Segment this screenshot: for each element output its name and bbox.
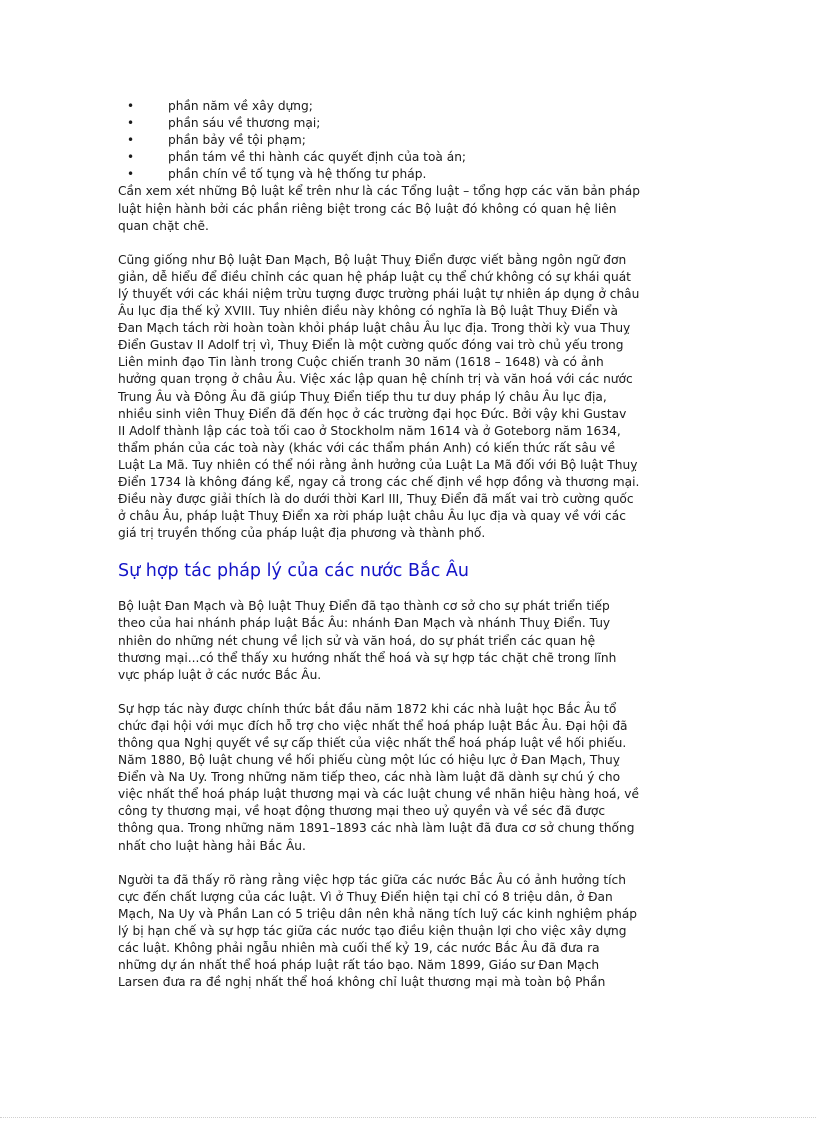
- text-line: II Adolf thành lập các toà tối cao ở Stockholm năm 1614 và ở Goteborg năm 1634,: [118, 423, 621, 438]
- bullet-icon: •: [127, 167, 135, 182]
- text-line: Liên minh đạo Tin lành trong Cuộc chiến tranh 30 năm (1618 – 1648) và có ảnh: [118, 355, 604, 370]
- text-line: Điều này được giải thích là do dưới thời Karl III, Thuỵ Điển đã mất vai trò cường quốc: [118, 492, 634, 507]
- page-bottom-divider: [0, 1117, 816, 1118]
- paragraph-3: [118, 598, 708, 683]
- document-page: [118, 98, 708, 991]
- list-item: [118, 132, 708, 149]
- paragraph-gap: [118, 235, 708, 252]
- paragraph-1: [118, 183, 708, 234]
- text-line: Cần xem xét những Bộ luật kể trên như là các Tổng luật – tổng hợp các văn bản pháp: [118, 184, 640, 199]
- text-line: Điển và Na Uy. Trong những năm tiếp theo, các nhà làm luật đã dành sự chú ý cho: [118, 770, 621, 785]
- paragraph-gap: [118, 855, 708, 872]
- text-line: Cũng giống như Bộ luật Đan Mạch, Bộ luật Thuỵ Điển được viết bằng ngôn ngữ đơn: [118, 252, 627, 267]
- list-item: [118, 166, 708, 183]
- paragraph-5: [118, 872, 708, 992]
- text-line: ở châu Âu, pháp luật Thuỵ Điển xa rời pháp luật châu Âu lục địa và quay về với các: [118, 509, 626, 524]
- text-line: Người ta đã thấy rõ ràng rằng việc hợp tác giữa các nước Bắc Âu có ảnh hưởng tích: [118, 872, 626, 887]
- text-line: lý thuyết với các khái niệm trừu tượng được trường phái luật tự nhiên áp dụng ở châu: [118, 286, 640, 301]
- text-line: Luật La Mã. Tuy nhiên có thể nói rằng ảnh hưởng của Luật La Mã đối với Bộ luật Thuỵ: [118, 457, 638, 472]
- bullet-icon: •: [127, 99, 135, 113]
- list-item: [118, 115, 708, 132]
- text-line: nhiên do những nét chung về lịch sử và văn hoá, do sự phát triển các quan hệ: [118, 633, 596, 648]
- bullet-icon: •: [127, 116, 135, 131]
- text-line: Trung Âu và Đông Âu đã giúp Thuỵ Điển tiếp thu tư duy pháp lý châu Âu lục địa,: [118, 389, 607, 404]
- text-line: Larsen đưa ra đề nghị nhất thể hoá không chỉ luật thương mại mà toàn bộ Phần: [118, 975, 606, 990]
- list-item-text: phần tám về thi hành các quyết định của toà án;: [168, 150, 467, 165]
- text-line: hưởng quan trọng ở châu Âu. Việc xác lập quan hệ chính trị và văn hoá với các nước: [118, 372, 633, 387]
- list-item-text: phần bảy về tội phạm;: [168, 133, 306, 148]
- section-heading: Sự hợp tác pháp lý của các nước Bắc Âu: [118, 561, 469, 582]
- text-line: thẩm phán của các toà này (khác với các thẩm phán Anh) có kiến thức rất sâu về: [118, 440, 616, 455]
- text-line: Âu lục địa thế kỷ XVIII. Tuy nhiên điều này không có nghĩa là Bộ luật Thuỵ Điển và: [118, 304, 618, 319]
- list-item: [118, 98, 708, 115]
- bullet-icon: •: [127, 150, 135, 165]
- paragraph-gap: [118, 684, 708, 701]
- text-line: nhất cho luật hàng hải Bắc Âu.: [118, 838, 306, 853]
- list-item-text: phần sáu về thương mại;: [168, 116, 321, 131]
- text-line: giá trị truyền thống của pháp luật địa phương và thành phố.: [118, 526, 486, 541]
- text-line: vực pháp luật ở các nước Bắc Âu.: [118, 667, 322, 682]
- text-line: việc nhất thể hoá pháp luật thương mại và các luật chung về nhãn hiệu hàng hoá, về: [118, 787, 639, 802]
- text-line: cực đến chất lượng của các luật. Vì ở Thuỵ Điển hiện tại chỉ có 8 triệu dân, ở Đan: [118, 889, 613, 904]
- text-line: Bộ luật Đan Mạch và Bộ luật Thuỵ Điển đã tạo thành cơ sở cho sự phát triển tiếp: [118, 599, 610, 614]
- text-line: Năm 1880, Bộ luật chung về hối phiếu cùng một lúc có hiệu lực ở Đan Mạch, Thuỵ: [118, 753, 620, 768]
- list-item: [118, 149, 708, 166]
- text-line: luật hiện hành bởi các phần riêng biệt trong các Bộ luật đó không có quan hệ liên: [118, 201, 617, 216]
- text-line: quan chặt chẽ.: [118, 218, 209, 233]
- text-line: các luật. Không phải ngẫu nhiên mà cuối thế kỷ 19, các nước Bắc Âu đã đưa ra: [118, 941, 600, 956]
- bullet-icon: •: [127, 133, 135, 148]
- text-line: thương mại...có thể thấy xu hướng nhất thể hoá và sự hợp tác chặt chẽ trong lĩnh: [118, 650, 617, 665]
- text-line: Mạch, Na Uy và Phần Lan có 5 triệu dân nên khả năng tích luỹ các kinh nghiệm pháp: [118, 906, 638, 921]
- text-line: thông qua. Trong những năm 1891–1893 các nhà làm luật đã đưa cơ sở chung thống: [118, 821, 635, 836]
- paragraph-4: [118, 701, 708, 855]
- text-line: nhiều sinh viên Thuỵ Điển đã đến học ở các trường đại học Đức. Bởi vậy khi Gustav: [118, 406, 627, 421]
- text-line: Điển Gustav II Adolf trị vì, Thuỵ Điển là một cường quốc đóng vai trò chủ yếu trong: [118, 338, 624, 353]
- bullet-list: [118, 98, 708, 183]
- text-line: giản, dễ hiểu để điều chỉnh các quan hệ pháp luật cụ thể chứ không có sự khái quát: [118, 269, 631, 284]
- text-line: công ty thương mại, về hoạt động thương mại theo uỷ quyền và về séc đã được: [118, 804, 606, 819]
- text-line: theo của hai nhánh pháp luật Bắc Âu: nhánh Đan Mạch và nhánh Thuỵ Điển. Tuy: [118, 616, 611, 631]
- text-line: chức đại hội với mục đích hỗ trợ cho việc nhất thể hoá pháp luật Bắc Âu. Đại hội đã: [118, 718, 628, 733]
- text-line: Điển 1734 là không đáng kể, ngay cả trong các chế định về hợp đồng và thương mại.: [118, 474, 640, 489]
- text-line: những dự án nhất thể hoá pháp luật rất táo bạo. Năm 1899, Giáo sư Đan Mạch: [118, 958, 600, 973]
- text-line: lý bị hạn chế và sự hợp tác giữa các nước tạo điều kiện thuận lợi cho việc xây dựng: [118, 923, 627, 938]
- list-item-text: phần năm về xây dựng;: [168, 99, 313, 113]
- text-line: Sự hợp tác này được chính thức bắt đầu năm 1872 khi các nhà luật học Bắc Âu tổ: [118, 701, 617, 716]
- text-line: thông qua Nghị quyết về sự cấp thiết của việc nhất thể hoá pháp luật về hối phiếu.: [118, 736, 627, 750]
- text-line: Đan Mạch tách rời hoàn toàn khỏi pháp luật châu Âu lục địa. Trong thời kỳ vua Thuỵ: [118, 321, 631, 336]
- list-item-text: phần chín về tố tụng và hệ thống tư pháp.: [168, 167, 427, 182]
- paragraph-2: [118, 252, 708, 543]
